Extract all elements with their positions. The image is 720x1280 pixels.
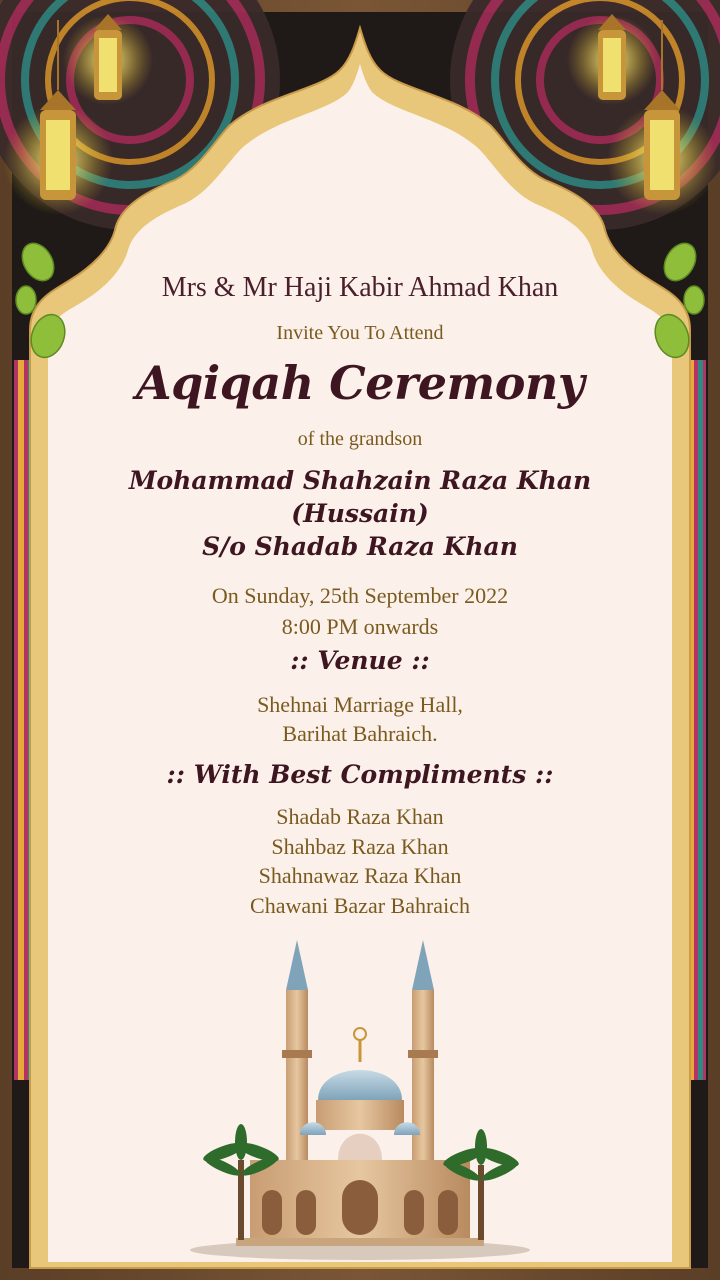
parent-line: S/o Shadab Raza Khan [202, 532, 518, 561]
host-name: Mrs & Mr Haji Kabir Ahmad Khan [161, 272, 559, 303]
child-nickname-line: (Hussain) [291, 499, 429, 528]
compliments-item: Shadab Raza Khan [276, 804, 444, 829]
compliments-list [60, 802, 660, 920]
event-title: Aqiqah Ceremony [135, 356, 585, 410]
invite-line: Invite You To Attend [276, 322, 444, 344]
compliments-item: Shahnawaz Raza Khan [258, 863, 462, 888]
time-line: 8:00 PM onwards [281, 614, 439, 639]
compliments-item: Chawani Bazar Bahraich [250, 892, 470, 918]
venue-line: Shehnai Marriage Hall, [257, 692, 463, 717]
compliments-item: Shahbaz Raza Khan [271, 833, 449, 859]
venue-heading: :: Venue :: [290, 646, 430, 675]
child-name [60, 464, 660, 563]
date-time [60, 580, 660, 642]
child-name-line: Mohammad Shahzain Raza Khan [128, 466, 592, 495]
venue-line: Barihat Bahraich. [282, 721, 438, 746]
date-line: On Sunday, 25th September 2022 [211, 583, 509, 608]
compliments-heading: :: With Best Compliments :: [166, 760, 554, 789]
venue-address [60, 690, 660, 748]
relation-line: of the grandson [297, 428, 423, 450]
